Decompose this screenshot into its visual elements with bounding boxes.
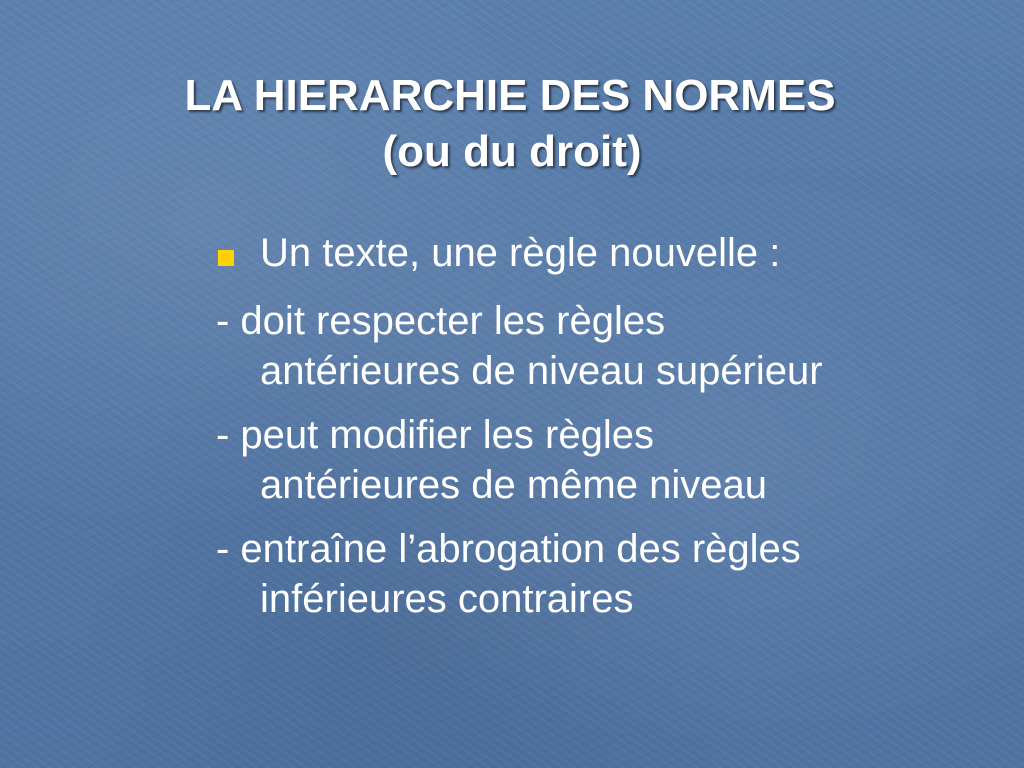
list-item-line-2: antérieures de même niveau (260, 463, 767, 507)
slide-title (0, 68, 1024, 180)
list-item-line-1: - doit respecter les règles (216, 299, 666, 343)
list-item-line-1: - entraîne l’abrogation des règles (216, 527, 801, 571)
square-bullet-icon (218, 250, 234, 266)
title-line-1: LA HIERARCHIE DES NORMES (184, 71, 836, 120)
bullet-text: Un texte, une règle nouvelle : (260, 231, 781, 275)
list-item (216, 296, 1006, 396)
title-line-2: (ou du droit) (382, 127, 642, 176)
bullet-item (216, 228, 1006, 278)
list-item-line-1: - peut modifier les règles (216, 413, 654, 457)
slide-body (216, 228, 1006, 638)
list-item-line-2: inférieures contraires (260, 577, 634, 621)
list-item-line-2: antérieures de niveau supérieur (260, 349, 823, 393)
list-item (216, 410, 1006, 510)
list-item (216, 524, 1006, 624)
